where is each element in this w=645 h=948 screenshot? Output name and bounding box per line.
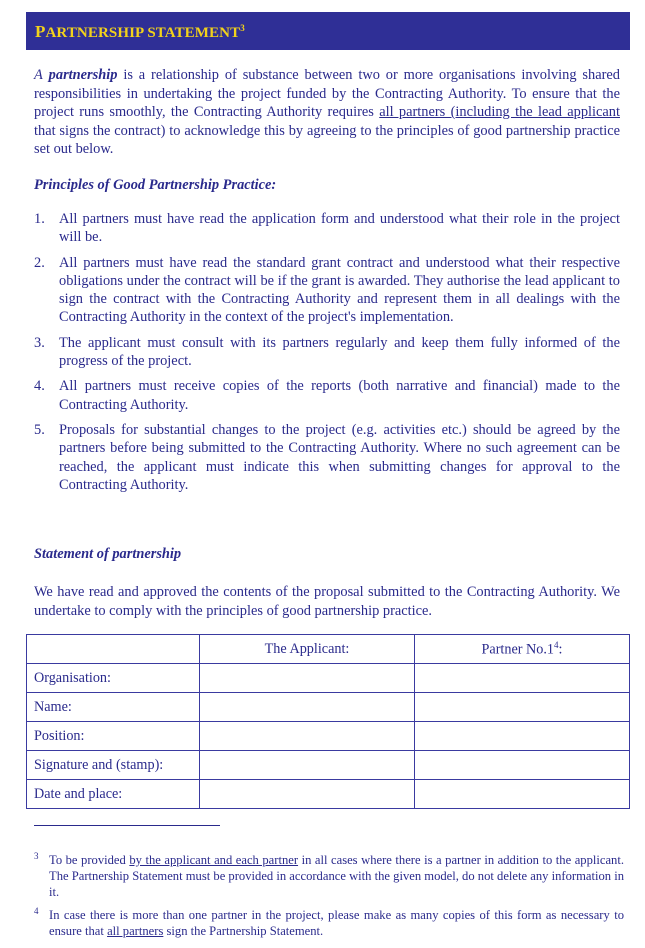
- statement-heading: Statement of partnership: [34, 546, 182, 562]
- table-header-blank: [27, 635, 200, 664]
- list-item: 2. All partners must have read the standard grant contract and understood what their respective obligations under the contract will be if the grant is awarded. They authorise the lead applicant to sign the contract with the Contracting Authority and represent them in all dealings with the Contracting Authority in the context of the project's implementation.: [34, 254, 620, 326]
- table-row: [27, 780, 630, 809]
- row-label-name: Name:: [27, 693, 200, 722]
- applicant-signature-cell[interactable]: [200, 751, 415, 780]
- partner-name-cell[interactable]: [415, 693, 630, 722]
- column-header-partner: Partner $No.1^4$:: [415, 635, 630, 664]
- table-header-row: [27, 635, 630, 664]
- table-row: [27, 722, 630, 751]
- list-item: 1. All partners must have read the application form and understood what their role in the project will be.: [34, 211, 620, 246]
- list-item: 5. Proposals for substantial changes to the project (e.g. activities etc.) should be agreed by the partners before being submitted to the Contracting Authority. Where no such agreement can be reached, the applicant must indicate this when submitting changes for approval to the Contracting Authority.: [34, 421, 620, 493]
- footnote-3: 3 To be provided by the applicant and each partner in all cases where there is a partner in addition to the applicant. The Partnership Statement must be provided in accordance with the given model, do not delete any information in it.: [34, 851, 624, 899]
- table-row: [27, 693, 630, 722]
- partnership-signature-table: [26, 634, 630, 809]
- table-row: [27, 664, 630, 693]
- table-row: [27, 751, 630, 780]
- row-label-date-place: Date and place:: [27, 780, 200, 809]
- list-item: 4. All partners must receive copies of the reports (both narrative and financial) made to the Contracting Authority.: [34, 378, 620, 413]
- partnership-term: partnership: [48, 67, 118, 83]
- title-banner: [26, 12, 630, 50]
- column-header-applicant: The Applicant:: [200, 635, 415, 664]
- partner-signature-cell[interactable]: [415, 751, 630, 780]
- applicant-date-place-cell[interactable]: [200, 780, 415, 809]
- footnote-4: 4 In case there is more than one partner in the project, please make as many copies of this form as necessary to ensure that all partners sign the Partnership Statement.: [34, 906, 624, 938]
- row-label-organisation: Organisation:: [27, 664, 200, 693]
- applicant-position-cell[interactable]: [200, 722, 415, 751]
- row-label-signature: Signature and (stamp):: [27, 751, 200, 780]
- applicant-organisation-cell[interactable]: [200, 664, 415, 693]
- partner-organisation-cell[interactable]: [415, 664, 630, 693]
- principles-heading: Principles of Good Partnership Practice:: [34, 177, 277, 193]
- partner-date-place-cell[interactable]: [415, 780, 630, 809]
- applicant-name-cell[interactable]: [200, 693, 415, 722]
- footnote-divider: [34, 825, 220, 826]
- principles-list: [34, 210, 620, 501]
- row-label-position: Position:: [27, 722, 200, 751]
- statement-paragraph: We have read and approved the contents of the proposal submitted to the Contracting Authority. We undertake to comply with the principles of good partnership practice.: [34, 584, 620, 619]
- partner-position-cell[interactable]: [415, 722, 630, 751]
- all-partners-underlined: all partners (including the lead applicant: [379, 104, 620, 120]
- page-title: PARTNERSHIP STATEMENT$^3$: [35, 22, 245, 41]
- footnote-ref-3: 3: [240, 23, 245, 33]
- intro-paragraph: A partnership is a relationship of substance between two or more organisations involving shared responsibilities in undertaking the project funded by the Contracting Authority. To ensure that the project runs smoothly, the Contracting Authority requires all partners (including the lead applicant that signs the contract) to acknowledge this by agreeing to the principles of good partnership practice set out below.: [34, 67, 620, 157]
- list-item: 3. The applicant must consult with its partners regularly and keep them fully informed of the progress of the project.: [34, 334, 620, 370]
